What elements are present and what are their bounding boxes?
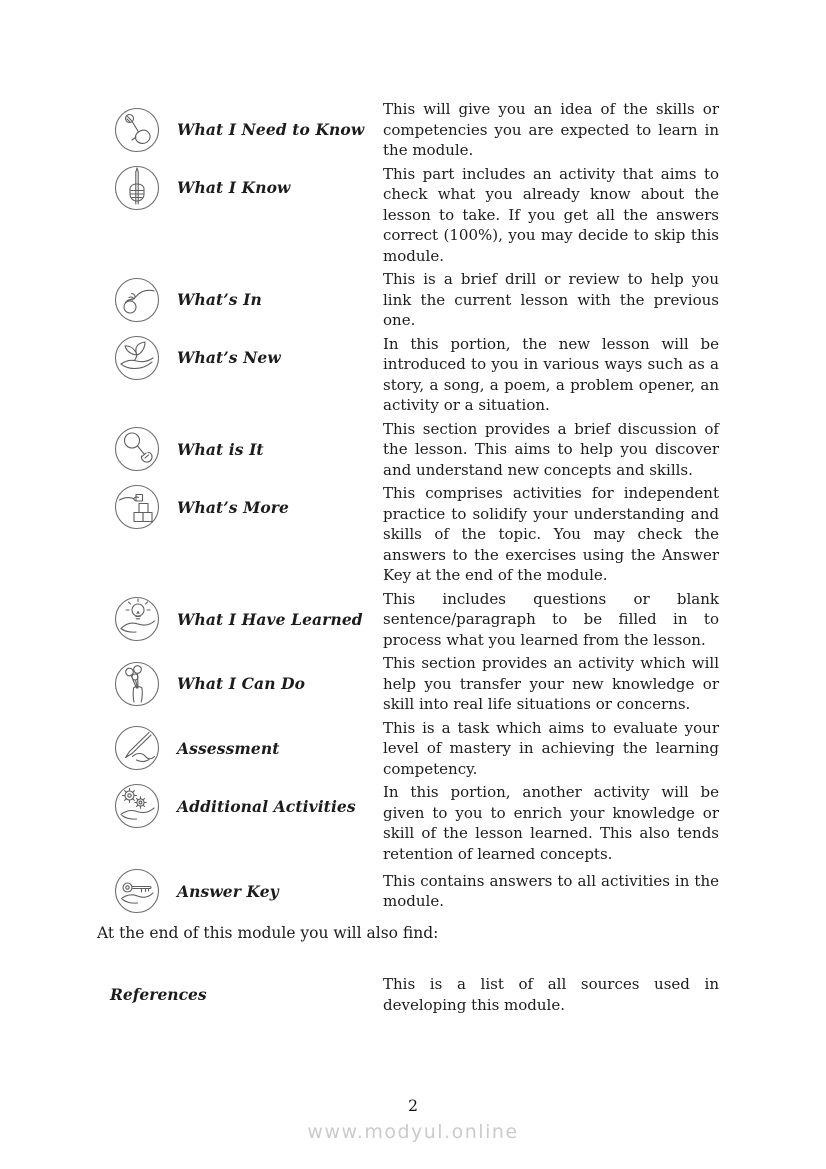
module-part-row (97, 269, 719, 331)
section-label: What’s More (177, 497, 290, 517)
references-label: References (110, 985, 207, 1004)
hand-holding-flowers-icon (113, 660, 161, 708)
section-description: In this portion, the new lesson will be introduced to you in various ways such as a story, a song, a poem, a problem opener, an activity or a situation. (383, 334, 719, 414)
module-part-row (97, 99, 719, 161)
section-description: This contains answers to all activities in the module. (383, 871, 719, 910)
hand-holding-pencil-icon (113, 164, 161, 212)
section-description: This comprises activities for independent practice to solidify your understanding and skills of the topic. You may check the answers to the exercises using the Answer Key at the end of the module. (383, 484, 719, 584)
page-number: 2 (408, 1097, 418, 1115)
section-description: This section provides a brief discussion of the lesson. This aims to help you discover and understand new concepts and skills. (383, 419, 719, 479)
section-label: What’s In (177, 290, 262, 310)
hand-pointing-icon (113, 106, 161, 154)
hand-with-lightbulb-icon (113, 595, 161, 643)
section-label: What I Know (177, 178, 291, 197)
section-label: What’s New (177, 348, 281, 367)
hand-holding-key-icon (113, 867, 161, 915)
magnifying-glass-hand-icon (113, 425, 161, 473)
section-label: What I Can Do (177, 674, 306, 694)
hand-with-gears-icon (113, 782, 161, 830)
module-part-row (97, 867, 719, 915)
section-description: This will give you an idea of the skills or competencies you are expected to learn in the module. (383, 100, 719, 159)
references-description: This is a list of all sources used in developing this module. (383, 975, 719, 1014)
section-description: This section provides an activity which will help you transfer your new knowledge or skill into real life situations or concerns. (383, 654, 719, 713)
hand-stacking-blocks-icon (113, 483, 161, 531)
hand-writing-pen-icon (113, 724, 161, 772)
references-row (97, 974, 719, 1015)
module-part-row (97, 334, 719, 416)
section-description: This is a task which aims to evaluate your level of mastery in achieving the learning competency. (383, 718, 719, 778)
section-description: In this portion, another activity will be given to you to enrich your knowledge or skill of the lesson learned. This also tends retention of learned concepts. (383, 783, 719, 863)
section-label: What is It (177, 439, 264, 459)
section-description: This part includes an activity that aims to check what you already know about the lesson to take. If you get all the answers correct (100%), you may decide to skip this module. (383, 164, 719, 265)
module-part-row (97, 782, 719, 864)
section-description: This includes questions or blank sentence/paragraph to be filled in to process what you learned from the lesson. (383, 589, 719, 649)
section-label: Additional Activities (177, 796, 356, 816)
hand-with-sprout-icon (113, 334, 161, 382)
watermark: www.modyul.online (307, 1121, 519, 1143)
section-label: What I Have Learned (177, 609, 363, 629)
footer-note: At the end of this module you will also find: (97, 924, 439, 942)
section-label: Answer Key (177, 881, 279, 901)
module-part-row (97, 164, 719, 267)
module-part-row (97, 653, 719, 715)
hand-on-head-icon (113, 276, 161, 324)
section-label: Assessment (177, 738, 280, 758)
module-part-row (97, 419, 719, 481)
section-label: What I Need to Know (177, 120, 365, 140)
module-part-row (97, 483, 719, 586)
module-part-row (97, 589, 719, 651)
module-part-row (97, 718, 719, 780)
section-description: This is a brief drill or review to help you link the current lesson with the previous one. (383, 270, 719, 329)
